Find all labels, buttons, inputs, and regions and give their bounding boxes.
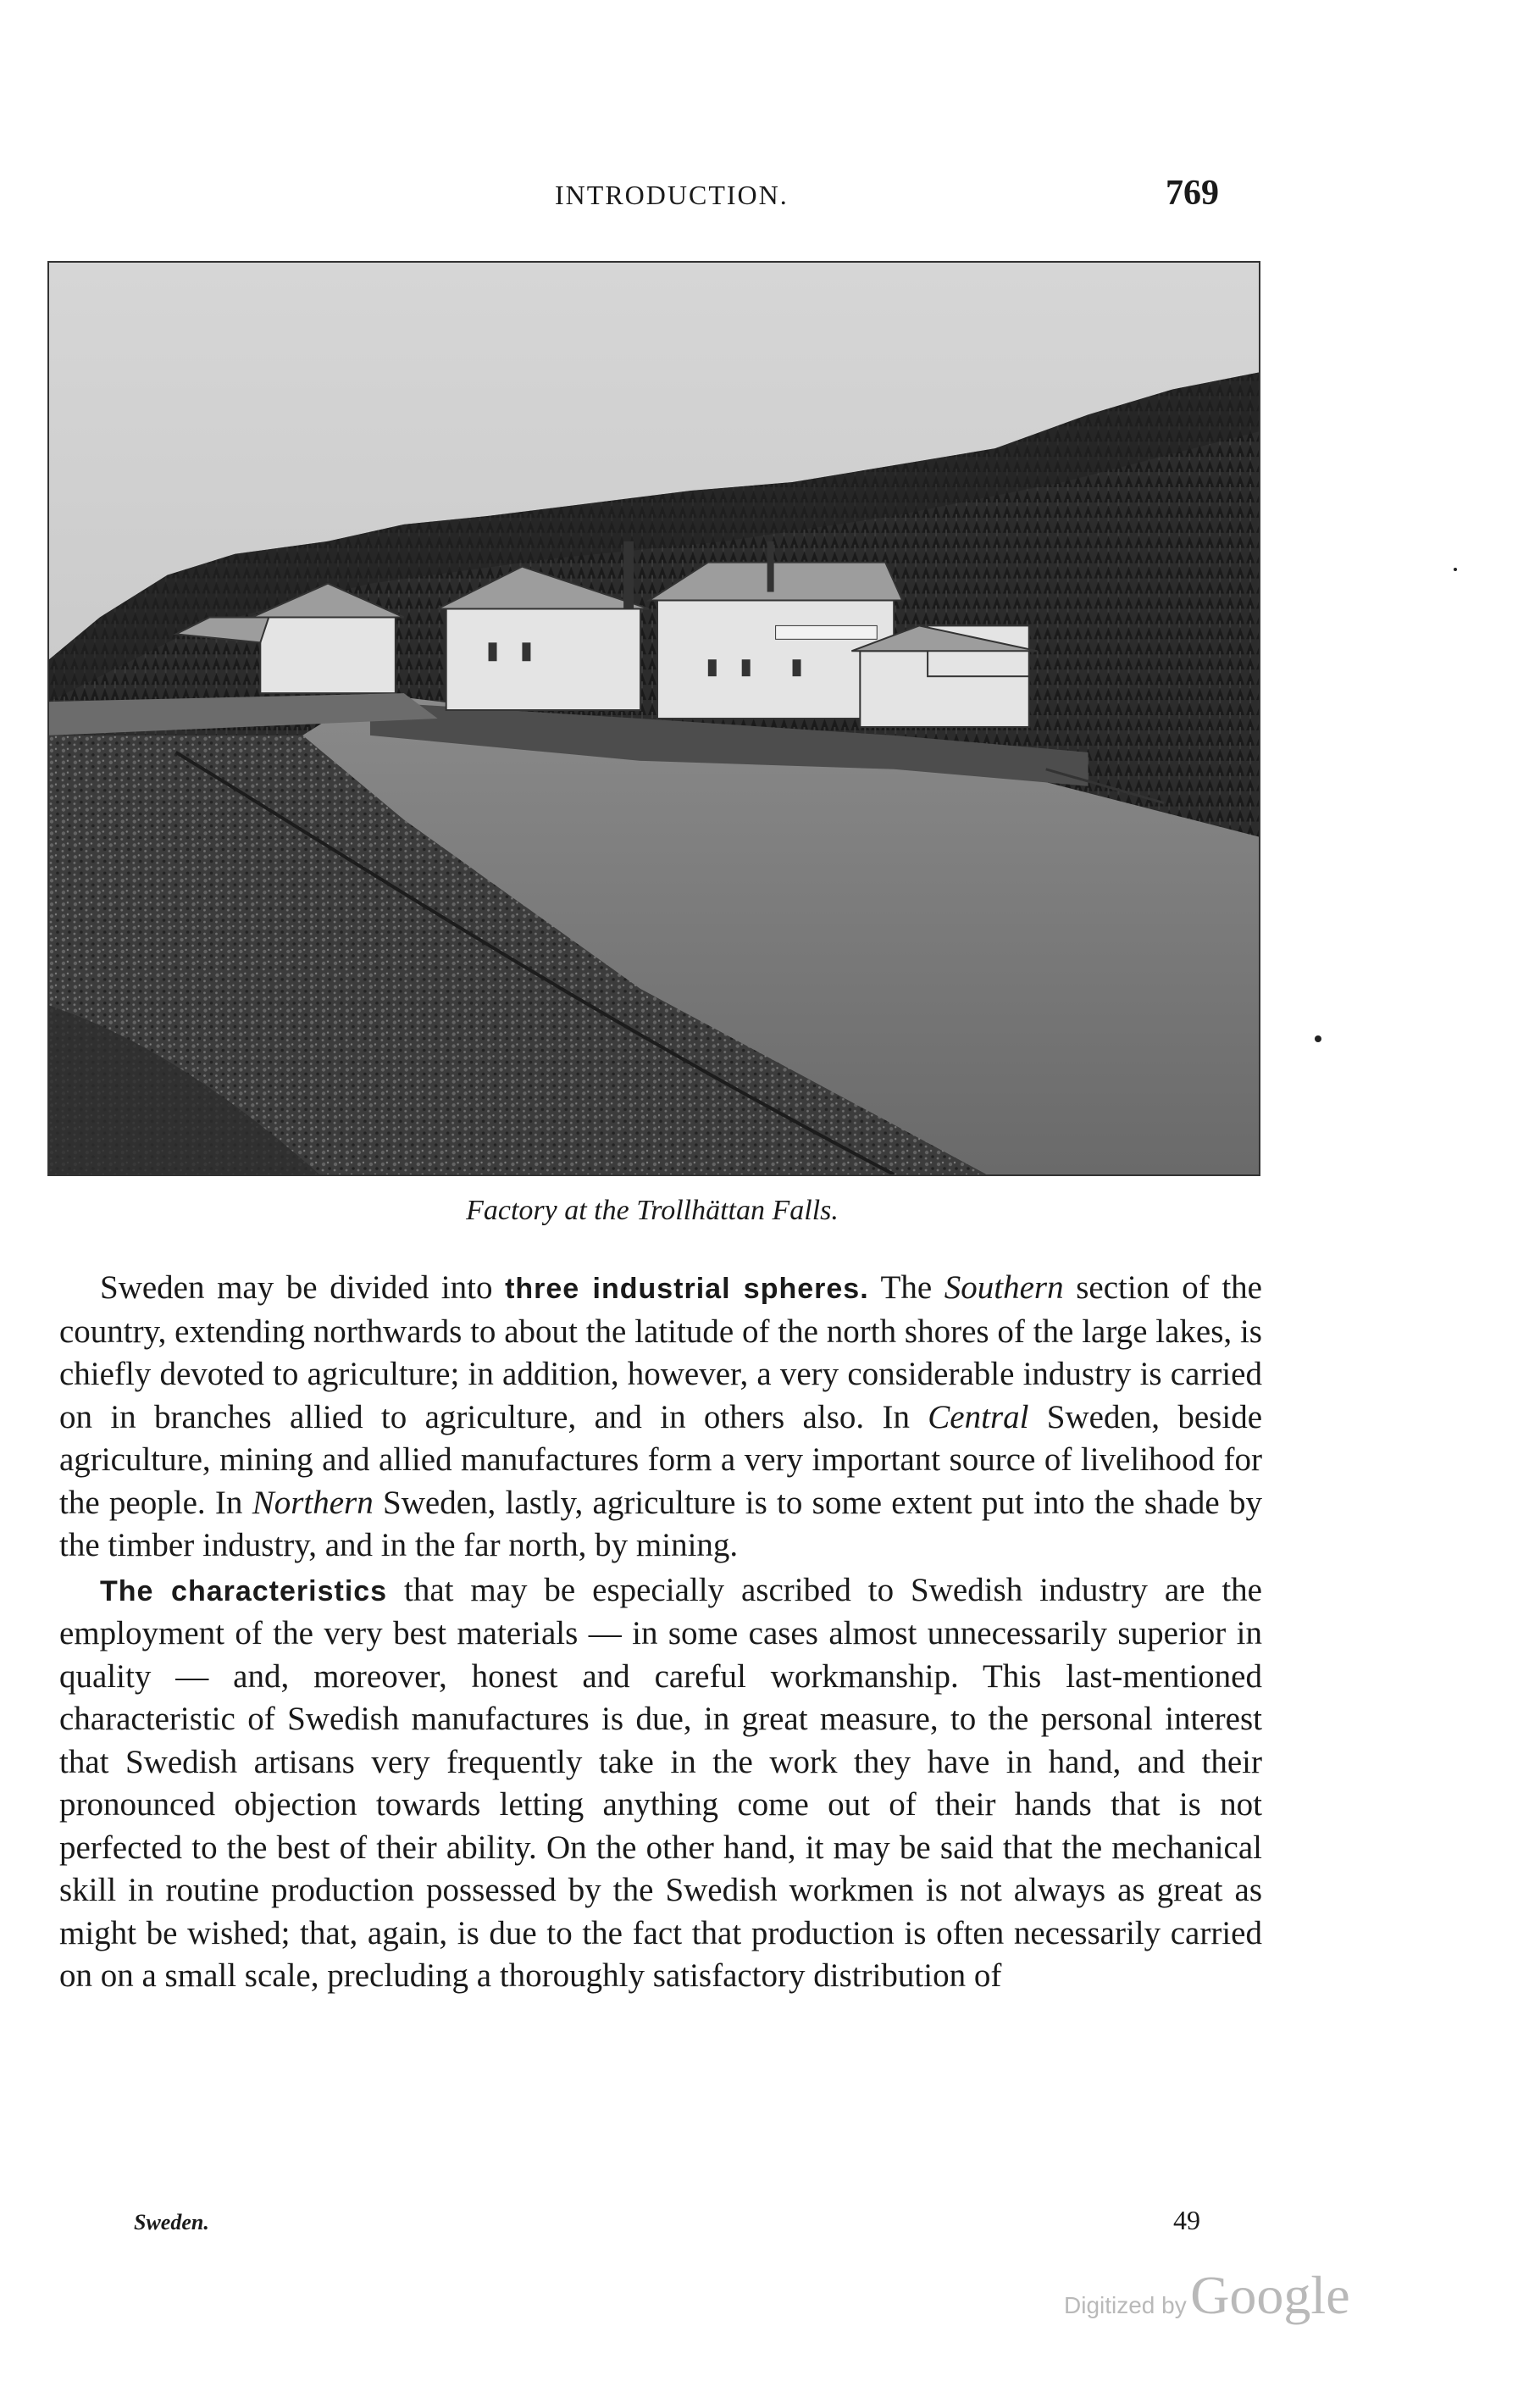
photo-illustration [49,263,1259,1174]
running-head: INTRODUCTION. [555,180,789,210]
signature-title: Sweden. [134,2210,209,2234]
p1-run-8: Sweden, lastly, agriculture is to some extent put into the shade by the timber industry, and in the far north, by mining. [59,1484,1262,1563]
watermark-prefix: Digitized by [1064,2292,1187,2318]
page-number: 769 [1166,174,1219,213]
p1-italic-central: Central [928,1398,1029,1435]
scan-speck [1315,1035,1321,1042]
factory-photograph [47,261,1260,1176]
p1-run-4: section of the country, extending northwards to about the latitude of the north shores of the large lakes, is chiefly devoted to agriculture; in addition, however, a very considerable industry is carried on in branches allied to agriculture, and in others also. In [59,1269,1262,1435]
body-text [59,1267,1262,1998]
scan-speck [1454,568,1457,571]
p1-emphasis-spheres: three industrial spheres. [505,1273,869,1305]
p1-run-2: The [868,1269,944,1306]
digitized-watermark [1064,2264,1350,2327]
p2-emphasis-characteristics: The characteristics [100,1574,388,1607]
p1-run-6: Sweden, beside agriculture, mining and allied manufactures form a very important source of livelihood for the people. In [59,1398,1263,1521]
signature-mark: 49 [1173,2205,1200,2235]
figure-caption: Factory at the Trollhättan Falls. [466,1195,839,1226]
paragraph-industrial-spheres [59,1267,1262,1568]
paragraph-characteristics [59,1569,1262,1998]
p1-italic-southern: Southern [944,1269,1064,1306]
p1-run-0: Sweden may be divided into [100,1269,506,1306]
p1-italic-northern: Northern [252,1484,374,1521]
watermark-brand: Google [1190,2265,1350,2325]
p2-run-1: that may be especially ascribed to Swedish industry are the employment of the very best materials — in some cases almost unnecessarily superior in quality — and, moreover, honest and careful workmanship. This last-mentioned characteristic of Swedish manufactures is due, in great measure, to the personal interest that Swedish artisans very frequently take in the work they have in hand, and their pronounced objection towards letting anything come out of their hands that is not perfected to the best of their ability. On the other hand, it may be said that the mechanical skill in routine production possessed by the Swedish workmen is not always as great as might be wished; that, again, is due to the fact that production is often necessarily carried on on a small scale, precluding a thoroughly satisfactory distribution of [59,1571,1262,1994]
